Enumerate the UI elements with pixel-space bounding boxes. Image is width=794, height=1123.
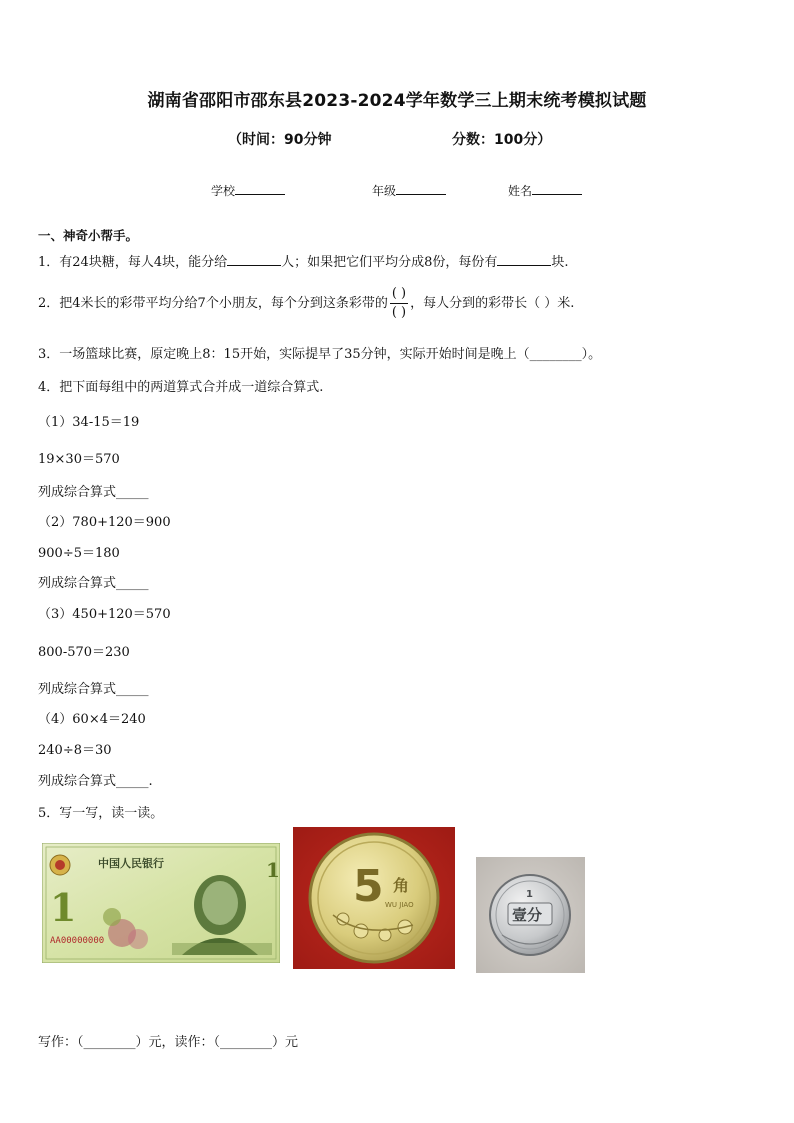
svg-text:1: 1 [266,858,280,882]
school-field [211,182,285,199]
school-blank[interactable] [235,182,285,195]
q2-fraction-numerator: ( ) [390,285,408,304]
q4-group-2-answer[interactable]: 列成综合算式_____ [38,576,149,591]
name-blank[interactable] [532,182,582,195]
name-field [508,182,582,199]
q1-text-b: 人；如果把它们平均分成8份，每份有 [281,255,498,270]
grade-field [372,182,446,199]
question-4-stem: 4．把下面每组中的两道算式合并成一道综合算式. [38,380,324,395]
banknote-header-text: 中国人民银行 [98,857,164,870]
school-label: 学校 [211,184,236,198]
one-fen-coin-image [476,857,585,973]
page-title: 湖南省邵阳市邵东县2023-2024学年数学三上期末统考模拟试题 [147,91,647,111]
coin5-number: 5 [353,861,384,912]
q1-blank-1[interactable] [227,253,281,266]
q4-group-3-label: （3）450+120＝570 [38,607,171,622]
q2-text-a: 2．把4米长的彩带平均分给7个小朋友，每个分到这条彩带的 [38,296,388,311]
section-heading: 一、神奇小帮手。 [38,228,139,243]
coin5-char: 角 [393,876,410,895]
q4-group-1-label: （1）34-15＝19 [38,415,140,430]
q1-text-c: 块. [551,255,569,270]
coin5-pinyin: WU JIAO [385,901,414,909]
q4-group-4-answer[interactable]: 列成综合算式_____. [38,774,153,789]
q2-fraction[interactable] [390,285,408,322]
coin1-number: 1 [526,889,533,900]
one-yuan-banknote-image [42,843,280,963]
exam-time: （时间：90分钟 [228,132,332,148]
banknote-serial: AA00000000 [50,936,105,946]
question-3: 3．一场篮球比赛，原定晚上8：15开始，实际提早了35分钟，实际开始时间是晚上（________）。 [38,347,602,362]
svg-text:1: 1 [50,885,77,930]
q4-group-1-answer[interactable]: 列成综合算式_____ [38,485,149,500]
q4-group-4-eq: 240÷8＝30 [38,743,112,758]
grade-label: 年级 [372,184,397,198]
coin1-chars: 壹分 [512,906,543,924]
q4-group-3-answer[interactable]: 列成综合算式_____ [38,682,149,697]
q4-group-3-eq: 800-570＝230 [38,645,130,660]
q1-blank-2[interactable] [497,253,551,266]
q2-text-b: ，每人分到的彩带长（ ）米. [410,296,575,311]
question-5-stem: 5．写一写，读一读。 [38,806,164,821]
q4-group-2-label: （2）780+120＝900 [38,515,171,530]
q4-group-1-eq: 19×30＝570 [38,452,120,467]
exam-score: 分数：100分） [452,132,552,148]
q4-group-4-label: （4）60×4＝240 [38,712,146,727]
q2-fraction-denominator: ( ) [391,305,407,320]
question-2 [38,285,574,322]
question-1 [38,251,569,270]
name-label: 姓名 [508,184,533,198]
q5-answer[interactable]: 写作：（________）元，读作：（________）元 [38,1035,299,1050]
five-jiao-coin-image [293,827,455,969]
q4-group-2-eq: 900÷5＝180 [38,546,120,561]
q1-text-a: 1．有24块糖，每人4块，能分给 [38,255,228,270]
grade-blank[interactable] [396,182,446,195]
